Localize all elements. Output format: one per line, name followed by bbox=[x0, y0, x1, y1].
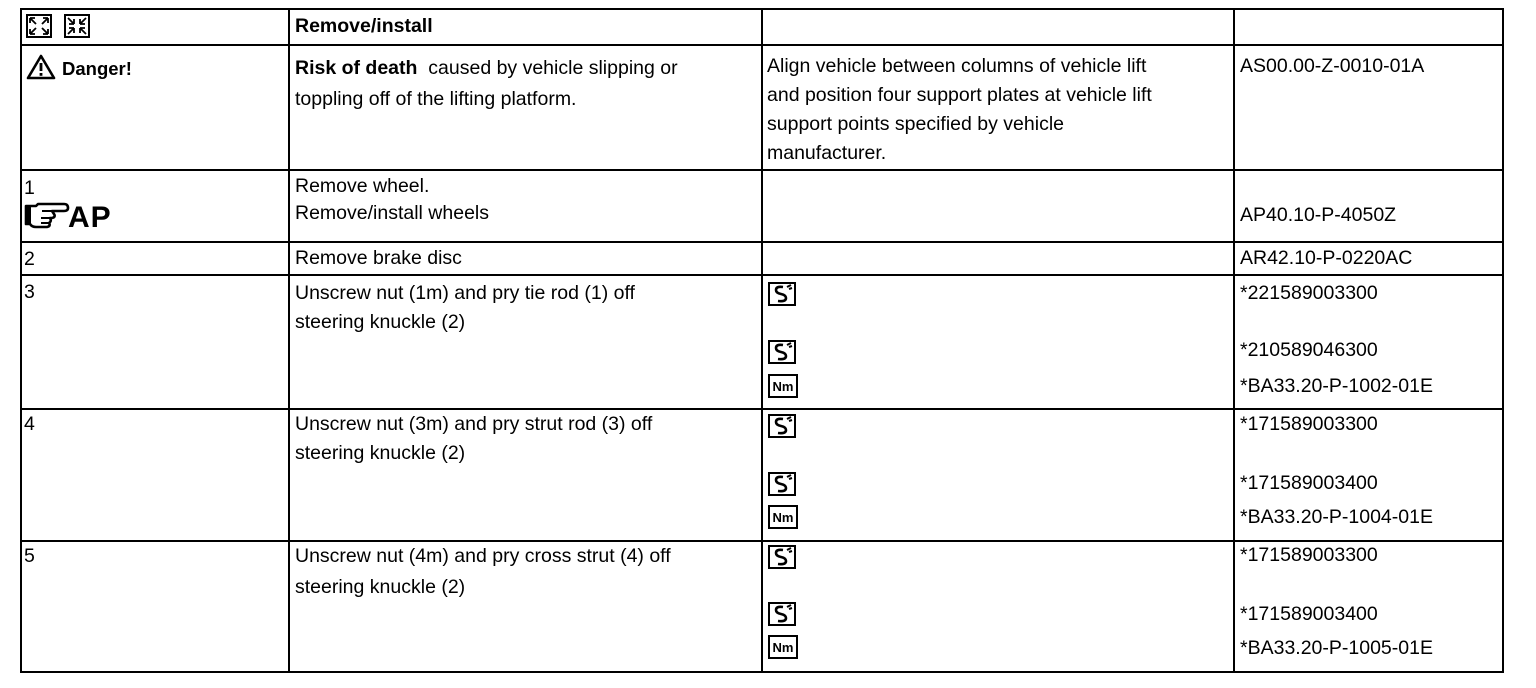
instruction-line[interactable]: Remove/install wheels bbox=[295, 202, 490, 224]
special-tool-icon[interactable] bbox=[768, 414, 796, 438]
row-divider bbox=[22, 44, 1502, 46]
reference-link[interactable]: AR42.10-P-0220AC bbox=[1240, 247, 1413, 269]
reference-link[interactable]: *171589003400 bbox=[1240, 603, 1378, 625]
reference-link[interactable]: *171589003300 bbox=[1240, 544, 1378, 566]
reference-link[interactable]: *BA33.20-P-1004-01E bbox=[1240, 506, 1433, 528]
column-divider bbox=[288, 10, 290, 671]
step-number: 5 bbox=[24, 545, 35, 567]
risk-description: caused by vehicle slipping or bbox=[428, 57, 678, 79]
pointing-hand-icon bbox=[24, 200, 70, 230]
expand-icon[interactable] bbox=[26, 14, 52, 38]
step-instructions bbox=[295, 541, 671, 603]
collapse-icon[interactable] bbox=[64, 14, 90, 38]
step-number: 3 bbox=[24, 281, 35, 303]
reference-link[interactable]: *BA33.20-P-1002-01E bbox=[1240, 375, 1433, 397]
danger-instructions bbox=[767, 52, 1152, 168]
step-number: 1 bbox=[24, 177, 35, 199]
torque-icon-label: Nm bbox=[772, 640, 794, 655]
procedure-table bbox=[20, 8, 1504, 673]
ap-badge: AP bbox=[68, 201, 112, 234]
reference-link[interactable]: *171589003300 bbox=[1240, 413, 1378, 435]
risk-heading: Risk of death bbox=[295, 57, 418, 79]
special-tool-icon[interactable] bbox=[768, 340, 796, 364]
special-tool-icon[interactable] bbox=[768, 602, 796, 626]
reference-link[interactable]: AP40.10-P-4050Z bbox=[1240, 204, 1397, 226]
step-instructions bbox=[295, 410, 652, 468]
step-instructions bbox=[295, 173, 489, 227]
special-tool-icon[interactable] bbox=[768, 472, 796, 496]
instruction-line: Unscrew nut (1m) and pry tie rod (1) off bbox=[295, 282, 635, 304]
step-number: 4 bbox=[24, 413, 35, 435]
risk-text bbox=[295, 54, 678, 83]
instruction-line: steering knuckle (2) bbox=[295, 576, 466, 598]
reference-link[interactable]: *210589046300 bbox=[1240, 339, 1378, 361]
instruction-line: Remove wheel. bbox=[295, 175, 430, 197]
column-divider bbox=[1233, 10, 1235, 671]
row-divider bbox=[22, 169, 1502, 171]
row-divider bbox=[22, 274, 1502, 276]
reference-link[interactable]: *BA33.20-P-1005-01E bbox=[1240, 637, 1433, 659]
warning-triangle-icon bbox=[26, 54, 56, 80]
torque-icon-label: Nm bbox=[772, 510, 794, 525]
instruction-line: steering knuckle (2) bbox=[295, 311, 466, 333]
torque-nm-icon[interactable] bbox=[768, 635, 798, 659]
special-tool-icon[interactable] bbox=[768, 545, 796, 569]
instruction-line: Unscrew nut (4m) and pry cross strut (4) off bbox=[295, 545, 671, 567]
step-number: 2 bbox=[24, 248, 35, 270]
danger-reference-link[interactable]: AS00.00-Z-0010-01A bbox=[1240, 55, 1425, 77]
instruction-line: steering knuckle (2) bbox=[295, 442, 466, 464]
risk-text-line2: toppling off of the lifting platform. bbox=[295, 88, 577, 110]
reference-link[interactable]: *171589003400 bbox=[1240, 472, 1378, 494]
reference-link[interactable]: *221589003300 bbox=[1240, 282, 1378, 304]
torque-icon-label: Nm bbox=[772, 379, 794, 394]
instruction-line: Align vehicle between columns of vehicle lift bbox=[767, 55, 1147, 77]
row-divider bbox=[22, 241, 1502, 243]
step-instructions bbox=[295, 279, 635, 337]
special-tool-icon[interactable] bbox=[768, 282, 796, 306]
instruction-line: and position four support plates at vehicle lift bbox=[767, 84, 1152, 106]
header-title: Remove/install bbox=[295, 15, 433, 37]
instruction-line: support points specified by vehicle bbox=[767, 113, 1065, 135]
torque-nm-icon[interactable] bbox=[768, 374, 798, 398]
instruction-line: manufacturer. bbox=[767, 142, 887, 164]
step-instructions: Remove brake disc bbox=[295, 247, 462, 269]
torque-nm-icon[interactable] bbox=[768, 505, 798, 529]
instruction-line: Unscrew nut (3m) and pry strut rod (3) off bbox=[295, 413, 653, 435]
danger-label: Danger! bbox=[62, 58, 132, 79]
column-divider bbox=[761, 10, 763, 671]
